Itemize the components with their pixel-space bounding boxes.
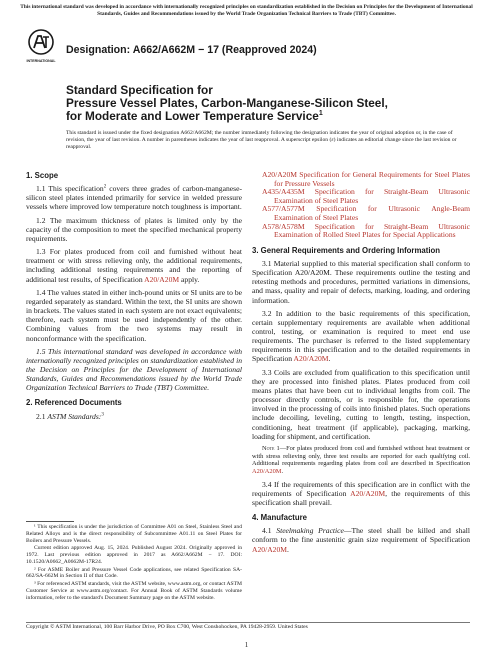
right-column: [252, 171, 470, 558]
p-4-1-text-d: .: [287, 544, 289, 554]
logo-text: INTERNATIONAL: [26, 59, 56, 63]
ref-a577-title[interactable]: Specification for Ultrasonic Angle-Beam Examination of Steel Plates: [274, 204, 470, 222]
link-ref-a20[interactable]: A20/A20M: [262, 170, 298, 179]
standard-issuance-note: This standard is issued under the fixed designation A662/A662M; the number immediately following the designation indicates the year of original adoption or, in the case of revision, the year of last revision. A number in parentheses indicates the year of last reapproval. A superscript epsilon (ε) indicates an editorial change since the last revision or reapproval.: [66, 130, 457, 150]
paragraph-4-1: [252, 526, 470, 553]
p-1-1-text-b: covers three grades of carbon-manganese-silicon steel plates intended primarily for service in welded pressure vessels where improved low temperature notch toughness is important.: [26, 184, 242, 212]
p-4-1-italic: Steelmaking Practice: [276, 526, 344, 536]
section-heading-manufacture: 4. Manufacture: [252, 513, 308, 523]
footnote-1-edition: Current edition approved Aug. 15, 2024. Published August 2024. Originally approved in 1972. Last previous edition approved in 2017 as A662/A662M − 17. DOI: 10.1520/A0662_A0662M-17R24.: [26, 545, 242, 565]
link-a20-a20m[interactable]: A20/A20M: [144, 274, 180, 284]
paragraph-3-1: 3.1 Material supplied to this material specification shall conform to Specification A20/A20M. These requirements outline the testing and retesting methods and procedures, permitted variations in dimensions, and mass, quality and repair of defects, marking, loading, and ordering information.: [252, 258, 470, 305]
p-3-2-text-a: 3.2 In addition to the basic requirements of this specification, certain supplementary requirements are available when additional control, testing, or examination is required to meet end use requirements. The purchaser is referred to the listed supplementary requirements in this specification and to the detailed requirements in Specification: [252, 308, 470, 364]
left-column: [26, 171, 242, 425]
footnote-1: ¹ This specification is under the jurisdiction of Committee A01 on Steel, Stainless Steel and Related Alloys and is the direct responsibility of Subcommittee A01.11 on Steel Plates for Boilers and Pressure Vessels.: [26, 524, 242, 544]
referenced-standard: [252, 205, 470, 222]
p-1-1-text-a: 1.1 This specification: [36, 184, 104, 194]
title-line-3-text: for Moderate and Lower Temperature Service: [66, 109, 319, 124]
ref-a578-title[interactable]: Specification for Straight-Beam Ultrasonic Examination of Rolled Steel Plates for Special Applications: [274, 221, 470, 240]
p-2-1-text-a: 2.1: [36, 411, 48, 421]
paragraph-1-4: 1.4 The values stated in either inch-pound units or SI units are to be regarded separately as standard. Within the text, the SI units are shown in brackets. The values stated in each system are not exact equivalents; therefore, each system must be used independently of the other. Combining values from the two systems may result in nonconformance with the specification.: [26, 287, 242, 343]
section-heading-general-requirements: 3. General Requirements and Ordering Information: [252, 245, 441, 255]
footnotes: [26, 524, 242, 602]
link-a20-a20m[interactable]: A20/A20M: [350, 488, 386, 498]
document-title: [66, 84, 466, 124]
section-heading-scope: 1. Scope: [26, 171, 59, 180]
note-1: [252, 445, 470, 476]
title-line-1: Standard Specification for: [66, 83, 213, 97]
note-label: Note 1: [262, 444, 280, 452]
p-4-1-text-a: 4.1: [262, 526, 277, 536]
copyright-line: Copyright © ASTM International, 100 Barr Harbor Drive, PO Box C700, West Conshohocken, PA 19428-2959. United States: [26, 624, 308, 630]
referenced-standard: [252, 223, 470, 240]
note-end: .: [281, 467, 284, 475]
title-line-3: [66, 110, 466, 123]
footnote-3: ³ For referenced ASTM standards, visit the ASTM website, www.astm.org, or contact ASTM Customer Service at www.astm.org/contact. For Annual Book of ASTM Standards volume information, refer to the standard's Document Summary page on the ASTM website.: [26, 581, 242, 601]
link-a20-a20m[interactable]: A20/A20M: [252, 467, 282, 475]
footnote-marker-3: 3: [101, 412, 104, 418]
referenced-standard: [252, 188, 470, 205]
p-3-4-text-b: , the requirements of this specification shall prevail.: [252, 488, 470, 507]
ref-a20-title[interactable]: Specification for General Requirements for Steel Plates for Pressure Vessels: [274, 170, 470, 188]
p-4-1-text-c: —The steel shall be killed and shall conform to the fine austenitic grain size requirement of Specification: [252, 526, 471, 545]
paragraph-3-3: 3.3 Coils are excluded from qualification to this specification until they are processed into finished plates. Plates produced from coil means plates that have been cut to individual lengths from coil. The processor directly controls, or is responsible for, the operations involved in the processing of coils into finished plates. Such operations include decoiling, leveling, cutting to length, testing, inspection, conditioning, heat treatment (if applicable), packaging, marking, loading for shipment, and certification.: [252, 367, 470, 441]
paragraph-1-3: [26, 247, 242, 284]
link-a20-a20m[interactable]: A20/A20M: [252, 544, 288, 554]
title-line-2: Pressure Vessel Plates, Carbon-Manganese-Silicon Steel,: [66, 96, 388, 111]
link-a20-a20m[interactable]: A20/A20M: [293, 354, 329, 364]
p-3-4-text-a: 3.4 If the requirements of this specification are in conflict with the requirements of Specification: [252, 479, 470, 498]
footnote-rule: [26, 521, 74, 522]
link-ref-a577[interactable]: A577/A577M: [262, 204, 305, 214]
designation: Designation: A662/A662M − 17 (Reapproved 2024): [66, 44, 317, 56]
paragraph-2-1: [26, 412, 242, 421]
p-1-3-text-b: apply.: [179, 274, 200, 284]
paragraph-1-2: 1.2 The maximum thickness of plates is limited only by the capacity of the composition to meet the specified mechanical property requirements.: [26, 215, 242, 243]
link-ref-a578[interactable]: A578/A578M: [262, 221, 305, 231]
link-ref-a435[interactable]: A435/A435M: [262, 187, 305, 197]
note-text: —For plates produced from coil and furnished without heat treatment or with stress relieving only, three test results are reported for each qualifying coil. Additional requirements regarding plates from coil are described in Specification: [252, 444, 470, 468]
astm-logo-icon: [26, 28, 56, 66]
paragraph-1-5: 1.5 This international standard was developed in accordance with internationally recognized principles on standardization established in the Decision on Principles for the Development of International Standards, Guides and Recommendations issued by the World Trade Organization Technical Barriers to Trade (TBT) Committee.: [26, 346, 242, 393]
copyright-rule: [26, 622, 470, 623]
paragraph-3-4: [252, 480, 470, 507]
top-notice: This international standard was developed in accordance with internationally recognized principles on standardization established in the Decision on Principles for the Development of International Standards, Guides and Recommendations issued by the World Trade Organization Technical Barriers to Trade (TBT) Committee.: [20, 4, 473, 17]
ref-a435-title[interactable]: Specification for Straight-Beam Ultrasonic Examination of Steel Plates: [274, 187, 470, 205]
p-3-2-text-b: .: [328, 354, 331, 364]
section-heading-referenced-documents: 2. Referenced Documents: [26, 398, 122, 408]
p-1-3-text-a: 1.3 For plates produced from coil and furnished without heat treatment or with stress relieving only, the additional requirements, including additional testing requirements and the reporting of additional test results, of Specification: [26, 247, 242, 284]
paragraph-1-1: [26, 184, 242, 211]
footnote-2: ² For ASME Boiler and Pressure Vessel Code applications, see related Specification SA-662/SA-662M in Section II of that Code.: [26, 566, 242, 580]
referenced-standard: [252, 171, 470, 188]
footnote-marker-2: 2: [103, 184, 107, 190]
p-2-1-text-b: ASTM Standards:: [47, 411, 102, 421]
paragraph-3-2: [252, 309, 470, 364]
title-footnote-marker: 1: [318, 110, 323, 118]
page-number: 1: [244, 641, 249, 649]
